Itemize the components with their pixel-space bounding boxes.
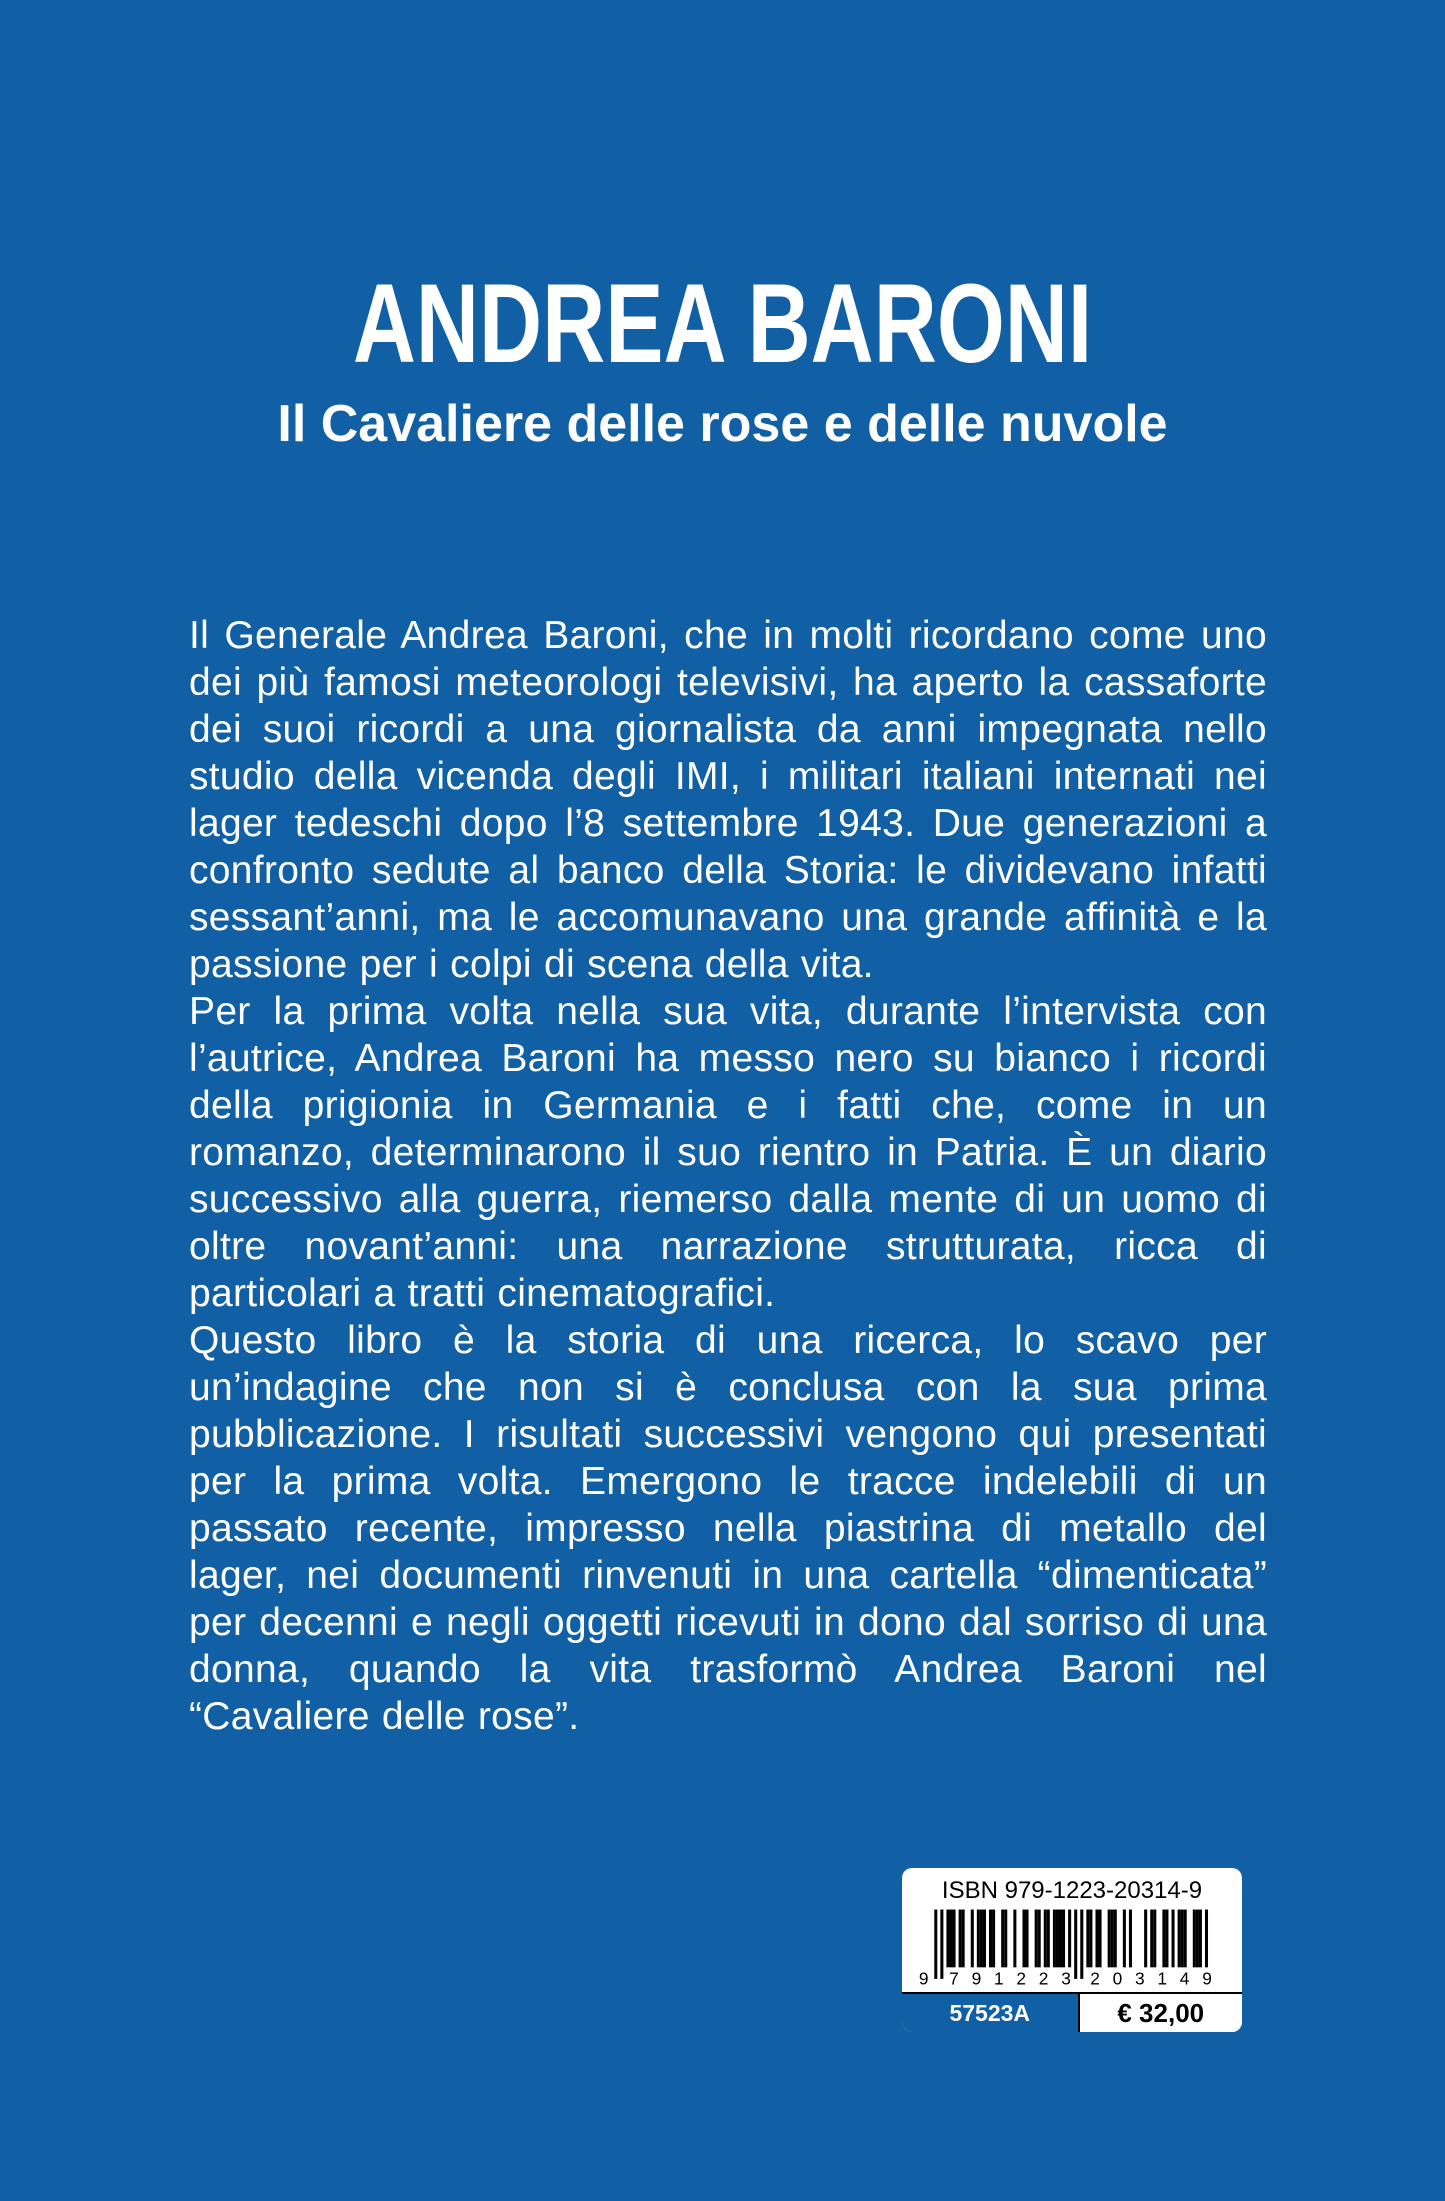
isbn-box [902,1868,1242,2032]
blurb-paragraph-1: Il Generale Andrea Baroni, che in molti ricordano come uno dei più famosi meteorologi televisivi, ha aperto la cassaforte dei suoi ricordi a una giornalista da anni impegnata nello studio della vicenda degli IMI, i militari italiani internati nei lager tedeschi dopo l’8 settembre 1943. Due generazioni a confronto sedute al banco della Storia: le dividevano infatti sessant’anni, ma le accomunavano una grande affinità e la passione per i colpi di scena della vita. [189,614,1267,986]
price: € 32,00 [1080,1994,1243,2032]
book-title: Il Cavaliere delle rose e delle nuvole [277,395,1168,453]
back-cover-blurb [189,612,1267,1740]
blurb-paragraph-2: Per la prima volta nella sua vita, durante l’intervista con l’autrice, Andrea Baroni ha messo nero su bianco i ricordi della prigionia in Germania e i fatti che, come in un romanzo, determinarono il suo rientro in Patria. È un diario successivo alla guerra, riemerso dalla mente di un uomo di oltre novant’anni: una narrazione strutturata, ricca di particolari a tratti cinematografici. [189,990,1267,1315]
isbn-number: ISBN 979-1223-20314-9 [941,1877,1203,1904]
edition-code: 57523A [902,1994,1080,2032]
book-author: ANDREA BARONI [352,261,1093,386]
ean13-barcode-icon [915,1908,1229,1992]
svg-text:791223: 791223 [949,1968,1071,1989]
svg-text:203149: 203149 [1090,1968,1212,1989]
price-row [902,1992,1242,2032]
svg-text:9: 9 [918,1968,929,1989]
blurb-paragraph-3: Questo libro è la storia di una ricerca, lo scavo per un’indagine che non si è conclusa con la sua prima pubblicazione. I risultati successivi vengono qui presentati per la prima volta. Emergono le tracce indelebili di un passato recente, impresso nella piastrina di metallo del lager, nei documenti rinvenuti in una cartella “dimenticata” per decenni e negli oggetti ricevuti in dono dal sorriso di una donna, quando la vita trasformò Andrea Baroni nel “Cavaliere delle rose”. [189,1319,1267,1738]
cover-header [0,261,1445,453]
